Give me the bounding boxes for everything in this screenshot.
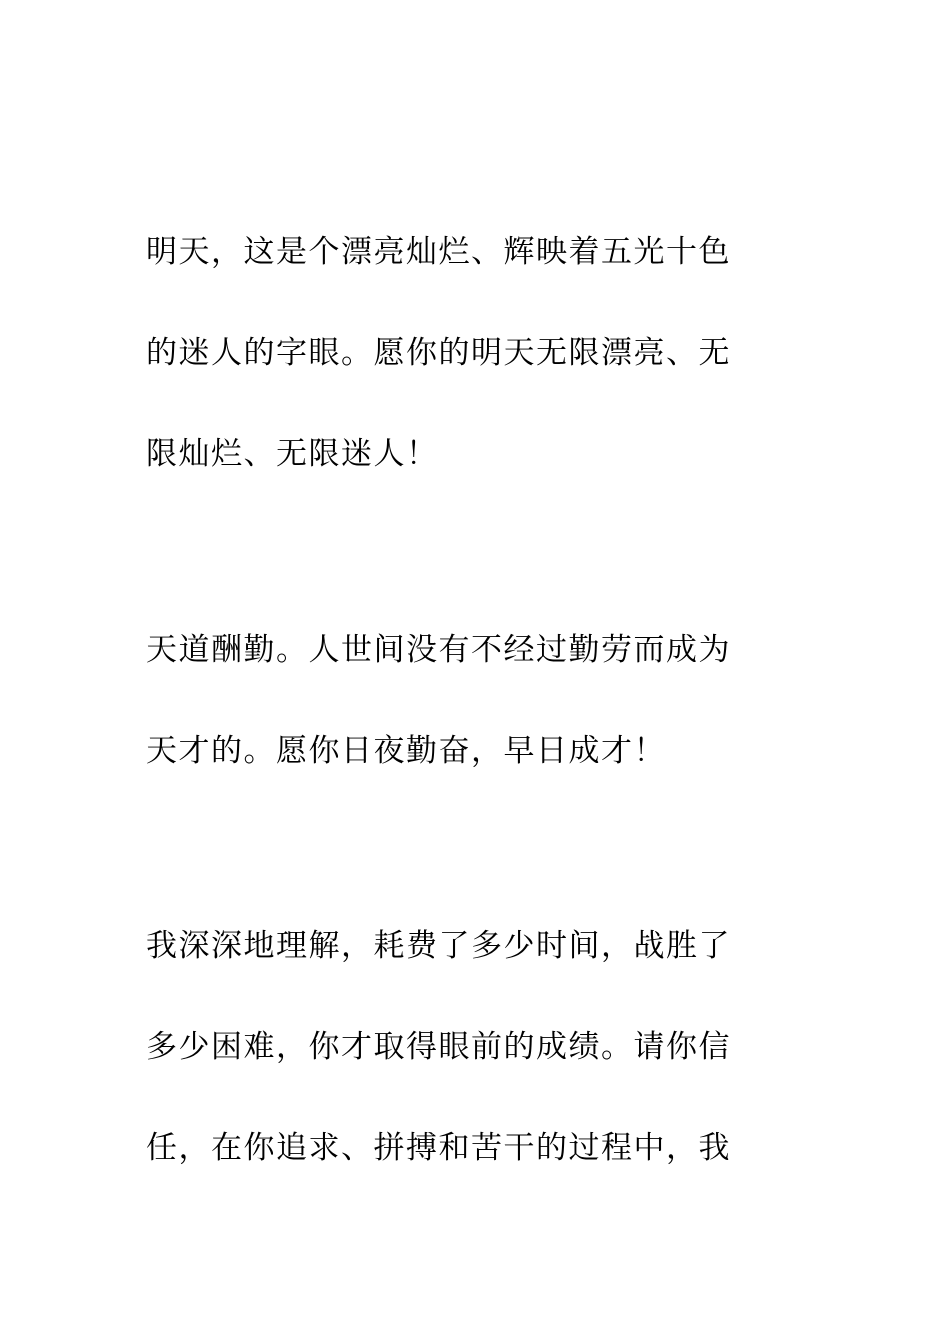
text-line: 我深深地理解，耗费了多少时间，战胜了 bbox=[146, 928, 731, 964]
text-line: 多少困难，你才取得眼前的成绩。请你信 bbox=[146, 1029, 731, 1065]
text-line: 任，在你追求、拼搏和苦干的过程中，我 bbox=[146, 1130, 731, 1166]
text-line: 限灿烂、无限迷人！ bbox=[146, 436, 439, 472]
text-line: 天道酬勤。人世间没有不经过勤劳而成为 bbox=[146, 632, 731, 668]
text-line: 明天，这是个漂亮灿烂、辉映着五光十色 bbox=[146, 234, 731, 270]
text-line: 的迷人的字眼。愿你的明天无限漂亮、无 bbox=[146, 335, 731, 371]
text-line: 天才的。愿你日夜勤奋，早日成才！ bbox=[146, 733, 666, 769]
